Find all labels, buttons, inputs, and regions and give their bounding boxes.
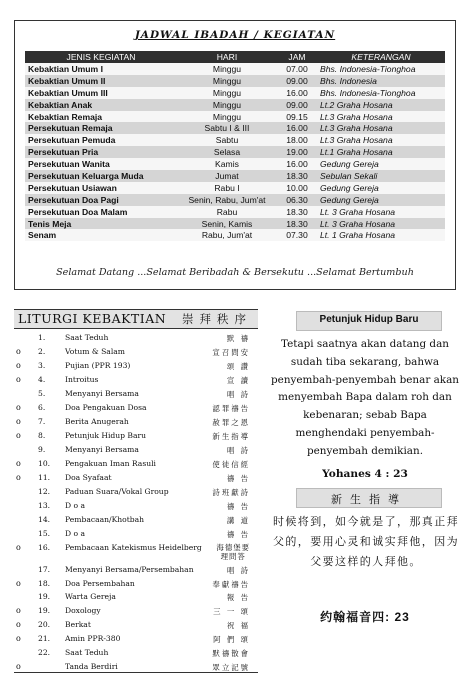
activity-note: Lt.3 Graha Hosana xyxy=(317,122,445,134)
liturgy-title-zh: 崇拜秩序 xyxy=(182,314,252,326)
activity-time: 16.00 xyxy=(277,158,317,170)
schedule-row xyxy=(25,134,445,146)
liturgy-item xyxy=(14,527,258,541)
schedule-table xyxy=(25,51,445,241)
item-number: 14. xyxy=(38,514,51,524)
liturgy-item xyxy=(14,499,258,513)
item-label: Pembacaan/Khotbah xyxy=(65,514,145,524)
item-label: Pengakuan Iman Rasuli xyxy=(65,458,156,468)
schedule-panel xyxy=(14,20,456,290)
item-label: Saat Teduh xyxy=(65,333,109,342)
activity-time: 09.00 xyxy=(277,75,317,87)
item-number: 19. xyxy=(38,592,51,602)
item-label: Pujian (PPR 193) xyxy=(65,360,131,370)
liturgy-item xyxy=(14,590,258,604)
item-label-zh: 使徒信經 xyxy=(212,459,250,469)
activity-time: 16.00 xyxy=(277,122,317,134)
standing-mark: o xyxy=(16,620,21,630)
item-number: 6. xyxy=(38,402,46,412)
item-label-zh: 海德堡要 理問答 xyxy=(216,542,250,561)
item-number: 13. xyxy=(38,500,51,510)
activity-time: 10.00 xyxy=(277,182,317,194)
activity-name: Persekutuan Doa Pagi xyxy=(25,194,177,206)
activity-day: Minggu xyxy=(177,111,277,123)
activity-time: 09.00 xyxy=(277,99,317,111)
item-number: 10. xyxy=(38,458,51,468)
activity-name: Kebaktian Anak xyxy=(25,99,177,111)
liturgy-list xyxy=(14,331,258,674)
activity-note: Gedung Gereja xyxy=(317,182,445,194)
standing-mark: o xyxy=(16,346,21,356)
liturgy-item xyxy=(14,443,258,457)
liturgy-title: LITURGI KEBAKTIAN xyxy=(18,311,167,326)
header-jam: JAM xyxy=(277,51,317,63)
item-number: 7. xyxy=(38,416,46,426)
liturgy-divider xyxy=(14,672,258,673)
activity-day: Minggu xyxy=(177,75,277,87)
item-label-zh: 默禱散會 xyxy=(212,649,250,659)
item-label-zh: 禱 告 xyxy=(226,529,250,539)
activity-day: Sabtu xyxy=(177,134,277,146)
liturgy-item xyxy=(14,359,258,373)
activity-name: Persekutuan Remaja xyxy=(25,122,177,134)
item-number: 22. xyxy=(38,648,51,658)
activity-day: Rabu xyxy=(177,206,277,218)
item-number: 9. xyxy=(38,444,46,454)
activity-day: Kamis xyxy=(177,158,277,170)
item-label: Introitus xyxy=(65,374,99,384)
activity-time: 18.30 xyxy=(277,206,317,218)
activity-note: Lt.2 Graha Hosana xyxy=(317,99,445,111)
schedule-row xyxy=(25,63,445,75)
liturgy-item xyxy=(14,513,258,527)
schedule-header-row xyxy=(25,51,445,63)
activity-day: Jumat xyxy=(177,170,277,182)
item-label-zh: 唱 詩 xyxy=(226,445,250,455)
liturgy-item xyxy=(14,618,258,632)
schedule-row xyxy=(25,158,445,170)
schedule-row xyxy=(25,206,445,218)
activity-day: Rabu, Jum'at xyxy=(177,229,277,241)
liturgy-item xyxy=(14,577,258,591)
activity-day: Senin, Rabu, Jum'at xyxy=(177,194,277,206)
item-label: Menyanyi Bersama/Persembahan xyxy=(65,564,194,574)
item-label-zh: 頌 讚 xyxy=(226,361,250,371)
item-label-zh: 三 一 頌 xyxy=(213,607,250,617)
activity-note: Lt.3 Graha Hosana xyxy=(317,134,445,146)
xinsheng-header xyxy=(296,488,442,508)
liturgy-item xyxy=(14,485,258,499)
item-number: 17. xyxy=(38,564,51,574)
liturgy-item xyxy=(14,387,258,401)
xinsheng-reference: 约翰福音四: 23 xyxy=(320,610,410,624)
schedule-row xyxy=(25,229,445,241)
item-label-zh: 宣召問安 xyxy=(212,347,250,357)
petunjuk-reference: Yohanes 4 : 23 xyxy=(322,468,408,480)
activity-note: Lt. 1 Graha Hosana xyxy=(317,229,445,241)
schedule-row xyxy=(25,75,445,87)
item-label: Doa Syafaat xyxy=(65,472,112,482)
schedule-footer: Selamat Datang ...Selamat Beribadah & Bersekutu ...Selamat Bertumbuh xyxy=(56,267,414,278)
item-label: Votum & Salam xyxy=(65,346,125,356)
activity-name: Persekutuan Pria xyxy=(25,146,177,158)
activity-name: Persekutuan Wanita xyxy=(25,158,177,170)
activity-note: Bhs. Indonesia xyxy=(317,75,445,87)
activity-name: Persekutuan Keluarga Muda xyxy=(25,170,177,182)
activity-name: Tenis Meja xyxy=(25,218,177,230)
item-label: Pembacaan Katekismus Heidelberg xyxy=(65,542,202,552)
activity-note: Sebulan Sekali xyxy=(317,170,445,182)
header-hari: HARI xyxy=(177,51,277,63)
item-label: Paduan Suara/Vokal Group xyxy=(65,486,169,496)
activity-note: Bhs. Indonesia-Tionghoa xyxy=(317,87,445,99)
activity-name: Kebaktian Umum II xyxy=(25,75,177,87)
liturgy-item xyxy=(14,646,258,660)
item-label: Berita Anugerah xyxy=(65,416,129,426)
activity-time: 06.30 xyxy=(277,194,317,206)
activity-name: Kebaktian Umum III xyxy=(25,87,177,99)
activity-day: Minggu xyxy=(177,99,277,111)
activity-day: Minggu xyxy=(177,63,277,75)
activity-time: 18.30 xyxy=(277,218,317,230)
item-number: 8. xyxy=(38,430,46,440)
activity-name: Kebaktian Remaja xyxy=(25,111,177,123)
xinsheng-verse: 时候将到，如今就是了，那真正拜父的，要用心灵和诚实拜他，因为父要这样的人拜他。 xyxy=(273,516,459,568)
item-label-zh: 奉獻禱告 xyxy=(212,579,250,589)
liturgy-item xyxy=(14,345,258,359)
item-number: 19. xyxy=(38,606,51,616)
item-number: 15. xyxy=(38,528,51,538)
item-number: 5. xyxy=(38,388,46,398)
activity-note: Lt. 3 Graha Hosana xyxy=(317,218,445,230)
activity-note: Gedung Gereja xyxy=(317,158,445,170)
petunjuk-header xyxy=(296,311,442,331)
schedule-row xyxy=(25,194,445,206)
liturgy-item xyxy=(14,331,258,345)
activity-day: Minggu xyxy=(177,87,277,99)
item-label-zh: 禱 告 xyxy=(226,501,250,511)
item-label-zh: 祝 福 xyxy=(226,621,250,631)
liturgy-item xyxy=(14,563,258,577)
item-label: Petunjuk Hidup Baru xyxy=(65,430,147,440)
standing-mark: o xyxy=(16,458,21,468)
item-label-zh: 詩班獻詩 xyxy=(212,487,250,497)
item-number: 18. xyxy=(38,578,51,588)
activity-day: Selasa xyxy=(177,146,277,158)
item-label: D o a xyxy=(65,500,86,510)
item-label-zh: 阿 們 頌 xyxy=(213,635,250,645)
item-label-zh: 宣 讀 xyxy=(226,375,250,385)
schedule-row xyxy=(25,99,445,111)
liturgy-item xyxy=(14,415,258,429)
activity-time: 18.30 xyxy=(277,170,317,182)
item-label-zh: 報 告 xyxy=(226,593,250,603)
activity-time: 18.00 xyxy=(277,134,317,146)
liturgy-item xyxy=(14,429,258,443)
item-label: Tanda Berdiri xyxy=(65,662,118,672)
item-label: Menyanyi Bersama xyxy=(65,388,139,398)
liturgy-item xyxy=(14,541,258,563)
liturgy-item xyxy=(14,401,258,415)
item-label: Berkat xyxy=(65,620,91,630)
activity-name: Persekutuan Usiawan xyxy=(25,182,177,194)
item-label: D o a xyxy=(65,528,86,538)
schedule-row xyxy=(25,146,445,158)
schedule-row xyxy=(25,111,445,123)
liturgy-header xyxy=(14,309,258,329)
header-jenis-kegiatan: JENIS KEGIATAN xyxy=(25,51,177,63)
liturgy-item xyxy=(14,604,258,618)
item-number: 20. xyxy=(38,620,51,630)
item-label-zh: 眾立記號 xyxy=(212,663,250,673)
item-label-zh: 認罪禱告 xyxy=(212,403,250,413)
standing-mark: o xyxy=(16,634,21,644)
item-label: Saat Teduh xyxy=(65,648,109,658)
item-label: Menyanyi Bersama xyxy=(65,444,139,454)
standing-mark: o xyxy=(16,578,21,588)
liturgy-item xyxy=(14,373,258,387)
standing-mark: o xyxy=(16,606,21,616)
item-label-zh: 新生指導 xyxy=(212,431,250,441)
activity-day: Sabtu I & III xyxy=(177,122,277,134)
activity-note: Lt. 3 Graha Hosana xyxy=(317,206,445,218)
activity-name: Kebaktian Umum I xyxy=(25,63,177,75)
liturgy-item xyxy=(14,457,258,471)
standing-mark: o xyxy=(16,662,21,672)
petunjuk-title: Petunjuk Hidup Baru xyxy=(319,314,419,325)
schedule-row xyxy=(25,182,445,194)
activity-note: Lt.1 Graha Hosana xyxy=(317,146,445,158)
activity-name: Persekutuan Doa Malam xyxy=(25,206,177,218)
item-label: Doxology xyxy=(65,606,101,616)
standing-mark: o xyxy=(16,374,21,384)
item-label: Warta Gereja xyxy=(65,592,116,602)
standing-mark: o xyxy=(16,542,21,552)
activity-time: 16.00 xyxy=(277,87,317,99)
schedule-row xyxy=(25,87,445,99)
activity-time: 07.30 xyxy=(277,229,317,241)
item-number: 21. xyxy=(38,634,51,644)
item-number: 1. xyxy=(38,333,46,342)
petunjuk-verse: Tetapi saatnya akan datang dan sudah tiba sekarang, bahwa penyembah-penyembah benar akan menyembah Bapa dalam roh dan kebenaran; sebab Bapa menghendaki penyembah-penyembah demikian. xyxy=(271,338,459,457)
item-label: Doa Pengakuan Dosa xyxy=(65,402,147,412)
activity-time: 07.00 xyxy=(277,63,317,75)
header-keterangan: KETERANGAN xyxy=(317,51,445,63)
item-number: 12. xyxy=(38,486,51,496)
item-number: 11. xyxy=(38,472,51,482)
standing-mark: o xyxy=(16,430,21,440)
activity-note: Gedung Gereja xyxy=(317,194,445,206)
standing-mark: o xyxy=(16,402,21,412)
activity-time: 09.15 xyxy=(277,111,317,123)
item-label-zh: 唱 詩 xyxy=(226,565,250,575)
schedule-title: JADWAL IBADAH / KEGIATAN xyxy=(134,29,336,41)
item-label-zh: 講 道 xyxy=(226,515,250,525)
liturgy-item xyxy=(14,632,258,646)
item-label-zh: 禱 告 xyxy=(226,473,250,483)
standing-mark: o xyxy=(16,360,21,370)
standing-mark: o xyxy=(16,472,21,482)
item-number: 2. xyxy=(38,346,46,356)
activity-name: Persekutuan Pemuda xyxy=(25,134,177,146)
activity-name: Senam xyxy=(25,229,177,241)
activity-note: Bhs. Indonesia-Tionghoa xyxy=(317,63,445,75)
schedule-row xyxy=(25,218,445,230)
item-number: 16. xyxy=(38,542,51,552)
item-number: 4. xyxy=(38,374,46,384)
item-label: Amin PPR-380 xyxy=(65,634,121,644)
schedule-row xyxy=(25,170,445,182)
activity-note: Lt.3 Graha Hosana xyxy=(317,111,445,123)
activity-time: 19.00 xyxy=(277,146,317,158)
item-number: 3. xyxy=(38,360,46,370)
activity-day: Senin, Kamis xyxy=(177,218,277,230)
item-label-zh: 唱 詩 xyxy=(226,389,250,399)
item-label-zh: 默 禱 xyxy=(226,334,250,343)
standing-mark: o xyxy=(16,416,21,426)
item-label-zh: 赦罪之恩 xyxy=(212,417,250,427)
activity-day: Rabu I xyxy=(177,182,277,194)
item-label: Doa Persembahan xyxy=(65,578,135,588)
xinsheng-title: 新生指導 xyxy=(331,494,407,506)
liturgy-item xyxy=(14,471,258,485)
schedule-row xyxy=(25,122,445,134)
